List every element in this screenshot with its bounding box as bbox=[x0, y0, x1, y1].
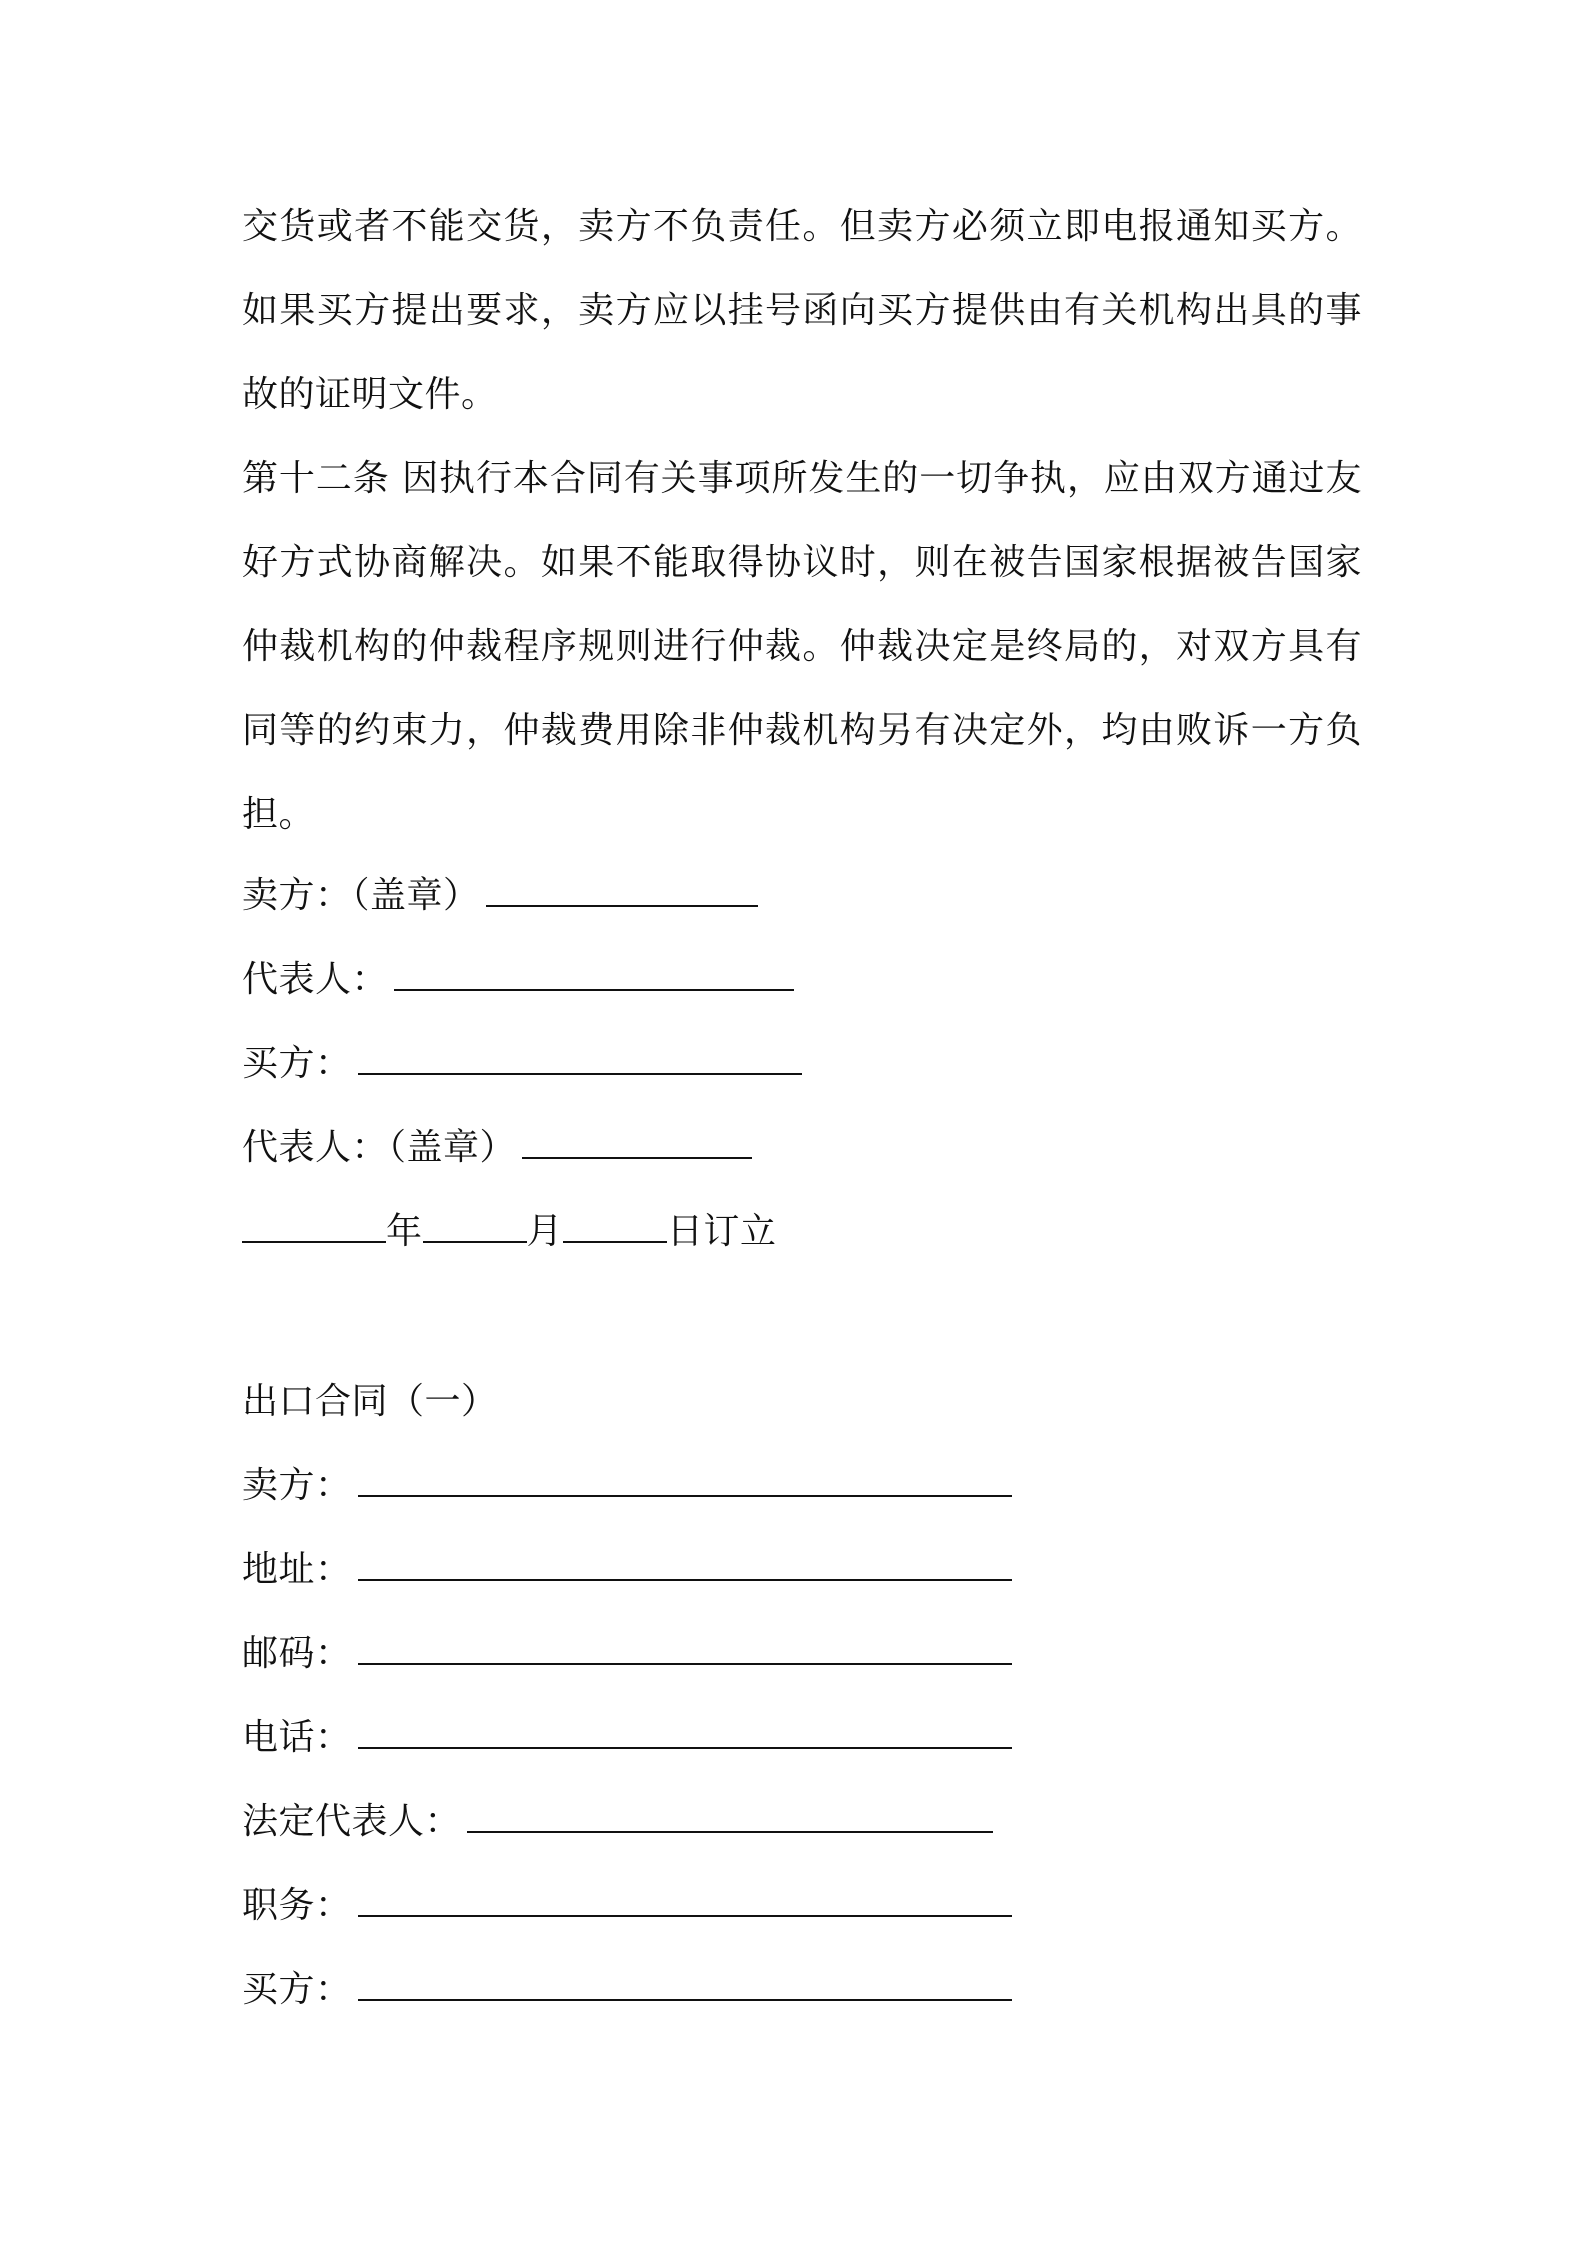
form-field-label: 邮码： bbox=[242, 1633, 352, 1674]
form-field-blank[interactable] bbox=[358, 1547, 1012, 1581]
form-field-seller bbox=[242, 1462, 1012, 1510]
form-field-blank[interactable] bbox=[358, 1967, 1012, 2001]
form-field-buyer bbox=[242, 1966, 1012, 2014]
paragraph-text: 交货或者不能交货，卖方不负责任。但卖方必须立即电报通知买方。如果买方提出要求，卖方应以挂号函向买方提供由有关机构出具的事故的证明文件。 bbox=[242, 206, 1362, 415]
representative-line-2 bbox=[242, 1124, 752, 1172]
form-field-blank[interactable] bbox=[358, 1463, 1012, 1497]
month-blank[interactable] bbox=[423, 1209, 527, 1243]
day-blank[interactable] bbox=[563, 1209, 667, 1243]
section-title-text: 出口合同（一） bbox=[242, 1381, 498, 1422]
buyer-signature-blank[interactable] bbox=[358, 1041, 802, 1075]
form-field-blank[interactable] bbox=[358, 1883, 1012, 1917]
form-field-label: 法定代表人： bbox=[242, 1801, 462, 1842]
paragraph-delivery bbox=[242, 185, 1362, 437]
seller-seal-label: 卖方：（盖章） bbox=[242, 875, 480, 916]
representative-blank-1[interactable] bbox=[394, 957, 794, 991]
form-field-label: 买方： bbox=[242, 1969, 352, 2010]
paragraph-article-12 bbox=[242, 437, 1362, 857]
form-field-label: 电话： bbox=[242, 1717, 352, 1758]
representative-blank-2[interactable] bbox=[522, 1125, 752, 1159]
form-field-position bbox=[242, 1882, 1012, 1930]
representative-line-1 bbox=[242, 956, 794, 1004]
seller-seal-line bbox=[242, 872, 758, 920]
form-field-address bbox=[242, 1546, 1012, 1594]
form-field-label: 职务： bbox=[242, 1885, 352, 1926]
form-field-label: 地址： bbox=[242, 1549, 352, 1590]
form-field-blank[interactable] bbox=[358, 1631, 1012, 1665]
seller-seal-blank[interactable] bbox=[486, 873, 758, 907]
buyer-signature-line bbox=[242, 1040, 802, 1088]
form-field-legal-representative bbox=[242, 1798, 993, 1846]
form-field-label: 卖方： bbox=[242, 1465, 352, 1506]
buyer-signature-label: 买方： bbox=[242, 1043, 352, 1084]
year-blank[interactable] bbox=[242, 1209, 386, 1243]
representative-label-1: 代表人： bbox=[242, 959, 389, 1000]
day-label: 日订立 bbox=[667, 1211, 777, 1252]
form-field-blank[interactable] bbox=[467, 1799, 993, 1833]
year-label: 年 bbox=[386, 1211, 423, 1252]
section-title bbox=[242, 1378, 498, 1426]
paragraph-text: 第十二条 因执行本合同有关事项所发生的一切争执，应由双方通过友好方式协商解决。如果不能取得协议时，则在被告国家根据被告国家仲裁机构的仲裁程序规则进行仲裁。仲裁决定是终局的，对双方具有同等的约束力，仲裁费用除非仲裁机构另有决定外，均由败诉一方负担。 bbox=[242, 458, 1362, 835]
form-field-phone bbox=[242, 1714, 1012, 1762]
form-field-blank[interactable] bbox=[358, 1715, 1012, 1749]
date-line bbox=[242, 1208, 777, 1256]
representative-label-2: 代表人：（盖章） bbox=[242, 1127, 517, 1168]
month-label: 月 bbox=[526, 1211, 564, 1252]
form-field-postcode bbox=[242, 1630, 1012, 1678]
